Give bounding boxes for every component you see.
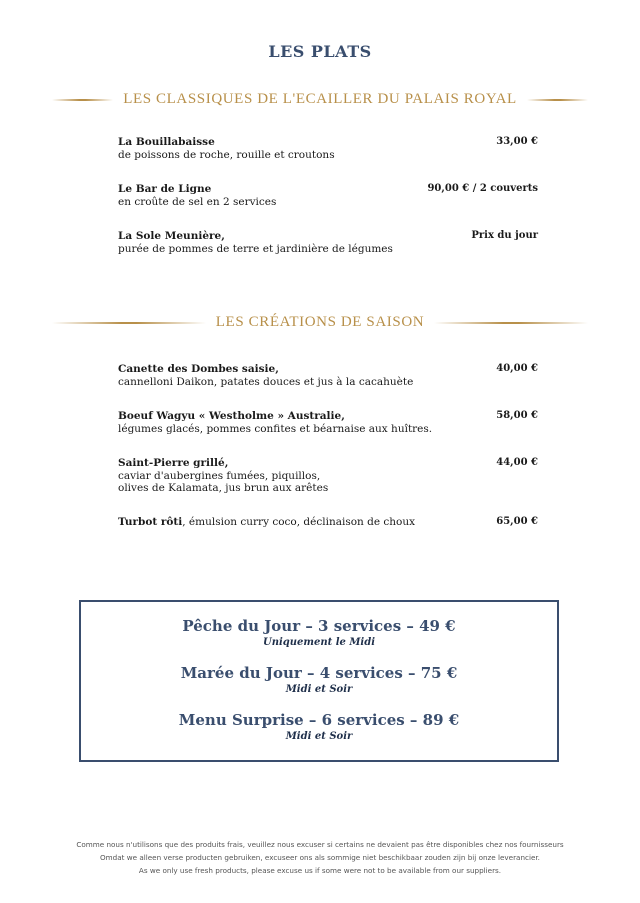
dish-description-line2: olives de Kalamata, jus brun aux arêtes bbox=[118, 482, 329, 494]
formula-subtitle: Midi et Soir bbox=[285, 731, 353, 742]
menu-item bbox=[118, 183, 538, 208]
dish-description: cannelloni Daikon, patates douces et jus à la cacahuète bbox=[118, 375, 414, 388]
footer-notice bbox=[0, 838, 640, 877]
section-header-creations bbox=[52, 314, 588, 331]
divider-line-left bbox=[52, 322, 206, 324]
dish-name: Le Bar de Ligne bbox=[118, 183, 212, 195]
dish-description: en croûte de sel en 2 services bbox=[118, 195, 277, 208]
dish-price: 90,00 € / 2 couverts bbox=[427, 183, 538, 194]
section-title: LES CRÉATIONS DE SAISON bbox=[215, 314, 425, 330]
dish-name-line bbox=[118, 516, 538, 529]
dish-description: caviar d'aubergines fumées, piquillos, bbox=[118, 469, 321, 482]
dish-description: purée de pommes de terre et jardinière de légumes bbox=[118, 242, 393, 255]
dish-description: légumes glacés, pommes confites et béarnaise aux huîtres. bbox=[118, 422, 433, 435]
dish-name: La Sole Meunière, bbox=[118, 230, 225, 242]
section-header-classiques bbox=[52, 91, 588, 108]
dish-name: Boeuf Wagyu « Westholme » Australie, bbox=[118, 410, 345, 422]
dish-name: Canette des Dombes saisie, bbox=[118, 363, 279, 375]
dish-name: La Bouillabaisse bbox=[118, 136, 215, 148]
menu-item bbox=[118, 457, 538, 495]
menu-item bbox=[118, 230, 538, 255]
formula-maree bbox=[81, 663, 557, 696]
dish-description: de poissons de roche, rouille et croutons bbox=[118, 148, 335, 161]
footer-notice-en: As we only use fresh products, please excuse us if some were not to be available from our suppliers. bbox=[138, 866, 502, 875]
formula-subtitle: Midi et Soir bbox=[285, 684, 353, 695]
formula-title: Pêche du Jour – 3 services – 49 € bbox=[182, 617, 456, 635]
formula-surprise bbox=[81, 710, 557, 743]
menu-item bbox=[118, 363, 538, 388]
divider-line-right bbox=[434, 322, 588, 324]
dish-price: 40,00 € bbox=[496, 363, 538, 374]
formula-title: Menu Surprise – 6 services – 89 € bbox=[178, 711, 460, 729]
dish-name: Saint-Pierre grillé, bbox=[118, 457, 229, 469]
formula-box bbox=[79, 600, 559, 762]
dish-description: , émulsion curry coco, déclinaison de choux bbox=[182, 516, 416, 528]
dish-price: 33,00 € bbox=[496, 136, 538, 147]
dish-name: Turbot rôti bbox=[118, 516, 183, 528]
divider-line-right bbox=[527, 99, 588, 101]
dish-price: 65,00 € bbox=[496, 516, 538, 527]
menu-item bbox=[118, 136, 538, 161]
page-title: LES PLATS bbox=[268, 42, 372, 61]
footer-notice-fr: Comme nous n'utilisons que des produits frais, veuillez nous excuser si certains ne devaient pas être disponibles chez nos fournisseurs bbox=[76, 840, 564, 849]
dish-price: 44,00 € bbox=[496, 457, 538, 468]
formula-title: Marée du Jour – 4 services – 75 € bbox=[180, 664, 458, 682]
footer-notice-nl: Omdat we alleen verse producten gebruiken, excuseer ons als sommige niet beschikbaar zouden zijn bij onze leverancier. bbox=[100, 853, 540, 862]
menu-item bbox=[118, 410, 538, 435]
formula-peche bbox=[81, 616, 557, 649]
divider-line-left bbox=[52, 99, 113, 101]
formula-subtitle: Uniquement le Midi bbox=[262, 637, 376, 648]
section-title: LES CLASSIQUES DE L'ECAILLER DU PALAIS ROYAL bbox=[123, 91, 517, 107]
dish-price: 58,00 € bbox=[496, 410, 538, 421]
menu-item bbox=[118, 516, 538, 529]
dish-price: Prix du jour bbox=[471, 230, 538, 241]
